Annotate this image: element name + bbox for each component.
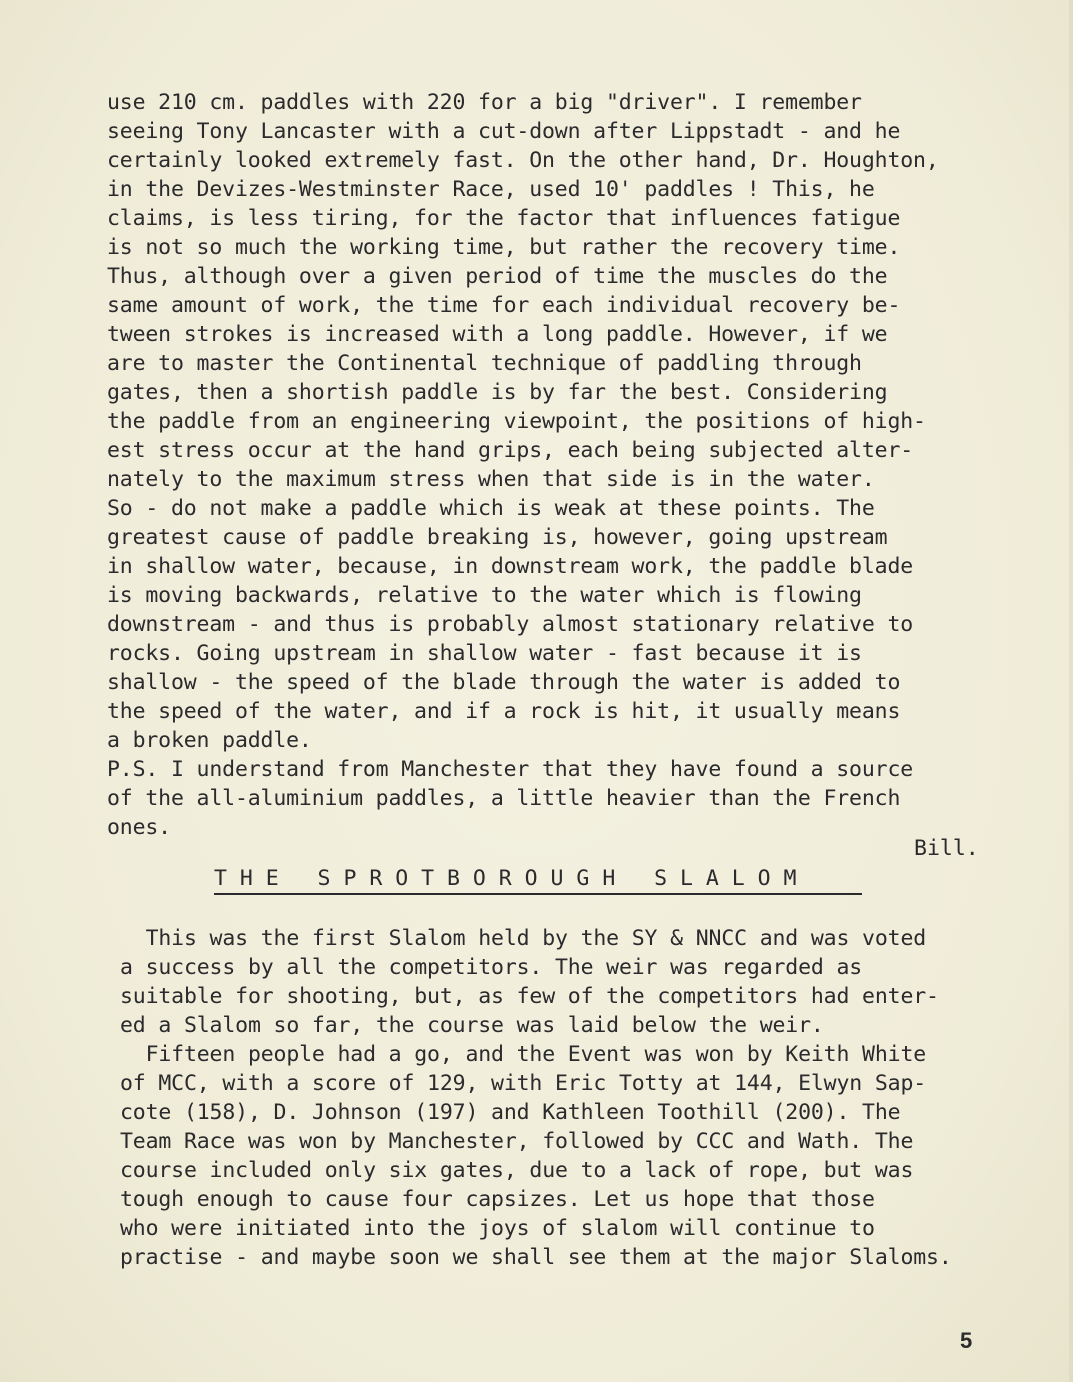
- text-line: a success by all the competitors. The weir was regarded as: [120, 955, 863, 980]
- text-line: is moving backwards, relative to the water which is flowing: [107, 583, 862, 608]
- text-line: seeing Tony Lancaster with a cut-down after Lippstadt - and he: [107, 119, 901, 144]
- text-line: in the Devizes-Westminster Race, used 10' paddles ! This, he: [107, 177, 875, 202]
- text-line: greatest cause of paddle breaking is, however, going upstream: [107, 525, 888, 550]
- text-line: ed a Slalom so far, the course was laid below the weir.: [120, 1013, 824, 1038]
- text-line: are to master the Continental technique of paddling through: [107, 351, 862, 376]
- text-line: the speed of the water, and if a rock is hit, it usually means: [107, 699, 901, 724]
- text-line: nately to the maximum stress when that side is in the water.: [107, 467, 875, 492]
- text-line: tween strokes is increased with a long paddle. However, if we: [107, 322, 888, 347]
- text-line: rocks. Going upstream in shallow water - fast because it is: [107, 641, 862, 666]
- text-line: a broken paddle.: [107, 728, 312, 753]
- text-line: est stress occur at the hand grips, each being subjected alter-: [107, 438, 914, 463]
- text-line: who were initiated into the joys of slalom will continue to: [120, 1216, 875, 1241]
- text-line: tough enough to cause four capsizes. Let us hope that those: [120, 1187, 875, 1212]
- text-line: of MCC, with a score of 129, with Eric Totty at 144, Elwyn Sap-: [120, 1071, 927, 1096]
- text-line: So - do not make a paddle which is weak at these points. The: [107, 496, 875, 521]
- page-number: 5: [960, 1328, 973, 1353]
- page-edge-shadow: [1069, 0, 1073, 1382]
- text-line: This was the first Slalom held by the SY & NNCC and was voted: [120, 926, 927, 951]
- text-line: practise - and maybe soon we shall see them at the major Slaloms.: [120, 1245, 952, 1270]
- text-line: the paddle from an engineering viewpoint, the positions of high-: [107, 409, 926, 434]
- text-line: Team Race was won by Manchester, followed by CCC and Wath. The: [120, 1129, 914, 1154]
- text-line: in shallow water, because, in downstream work, the paddle blade: [107, 554, 914, 579]
- text-line: gates, then a shortish paddle is by far the best. Considering: [107, 380, 888, 405]
- text-line: ones.: [107, 815, 171, 840]
- text-line: cote (158), D. Johnson (197) and Kathleen Toothill (200). The: [120, 1100, 901, 1125]
- text-line: course included only six gates, due to a lack of rope, but was: [120, 1158, 914, 1183]
- text-line: of the all-aluminium paddles, a little heavier than the French: [107, 786, 901, 811]
- author-signature: Bill.: [914, 836, 979, 861]
- text-line: use 210 cm. paddles with 220 for a big "driver". I remember: [107, 90, 862, 115]
- text-line: P.S. I understand from Manchester that they have found a source: [107, 757, 914, 782]
- text-line: same amount of work, the time for each individual recovery be-: [107, 293, 901, 318]
- text-line: downstream - and thus is probably almost stationary relative to: [107, 612, 914, 637]
- text-line: Thus, although over a given period of time the muscles do the: [107, 264, 888, 289]
- text-line: suitable for shooting, but, as few of the competitors had enter-: [120, 984, 939, 1009]
- text-line: Fifteen people had a go, and the Event was won by Keith White: [120, 1042, 927, 1067]
- text-line: is not so much the working time, but rather the recovery time.: [107, 235, 901, 260]
- section-title: T H E S P R O T B O R O U G H S L A L O M: [214, 866, 797, 891]
- text-line: claims, is less tiring, for the factor that influences fatigue: [107, 206, 901, 231]
- title-underline: [214, 893, 862, 895]
- text-line: certainly looked extremely fast. On the other hand, Dr. Houghton,: [107, 148, 939, 173]
- text-line: shallow - the speed of the blade through the water is added to: [107, 670, 901, 695]
